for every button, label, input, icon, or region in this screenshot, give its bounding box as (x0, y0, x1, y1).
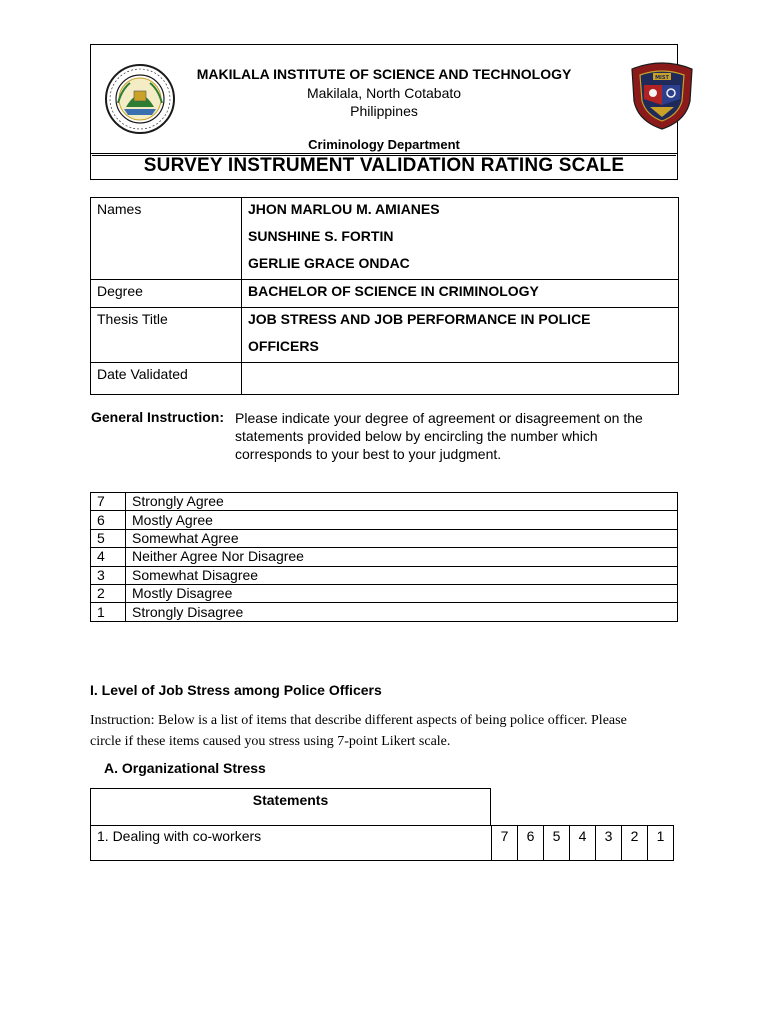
scale-row: 2 Mostly Disagree (91, 584, 678, 602)
thesis-row (91, 308, 679, 363)
section-title: I. Level of Job Stress among Police Officers (90, 682, 382, 698)
date-value-field[interactable] (242, 363, 679, 395)
rating-scale-table (90, 492, 678, 622)
names-label: Names (91, 198, 242, 280)
name-item: SUNSHINE S. FORTIN (248, 228, 394, 244)
scale-row: 7 Strongly Agree (91, 493, 678, 511)
rating-option-7[interactable]: 7 (492, 826, 518, 861)
rating-option-1[interactable]: 1 (648, 826, 674, 861)
subsection-title: A. Organizational Stress (104, 760, 266, 776)
statements-table (90, 825, 674, 861)
degree-value: BACHELOR OF SCIENCE IN CRIMINOLOGY (242, 280, 679, 308)
scale-row: 4 Neither Agree Nor Disagree (91, 548, 678, 566)
general-instruction-label: General Instruction: (91, 409, 225, 425)
statement-row (91, 826, 674, 861)
rating-option-6[interactable]: 6 (518, 826, 544, 861)
rating-option-2[interactable]: 2 (622, 826, 648, 861)
name-item: JHON MARLOU M. AMIANES (248, 201, 440, 217)
rating-option-5[interactable]: 5 (544, 826, 570, 861)
scale-row: 1 Strongly Disagree (91, 603, 678, 621)
department-name: Criminology Department (308, 137, 460, 152)
statements-header: Statements (90, 788, 491, 826)
names-value (242, 198, 679, 280)
scale-row: 6 Mostly Agree (91, 511, 678, 529)
address-line-1: Makilala, North Cotabato (306, 85, 462, 101)
scale-row: 3 Somewhat Disagree (91, 566, 678, 584)
thesis-label: Thesis Title (91, 308, 242, 363)
date-label: Date Validated (91, 363, 242, 395)
header-divider (90, 153, 678, 154)
document-title: SURVEY INSTRUMENT VALIDATION RATING SCALE (143, 155, 625, 176)
scale-row: 5 Somewhat Agree (91, 529, 678, 547)
statement-text: 1. Dealing with co-workers (91, 826, 492, 861)
section-instruction: Instruction: Below is a list of items that describe different aspects of being police officer. Please circle if these items caused you stress using 7-point Likert scale. (90, 713, 627, 749)
date-row (91, 363, 679, 395)
rating-option-4[interactable]: 4 (570, 826, 596, 861)
name-item: GERLIE GRACE ONDAC (248, 255, 410, 271)
address-line-2: Philippines (350, 103, 418, 119)
info-table (90, 197, 679, 395)
degree-label: Degree (91, 280, 242, 308)
institution-name: MAKILALA INSTITUTE OF SCIENCE AND TECHNOLOGY (196, 66, 572, 82)
shield-banner-text: MIST (655, 75, 669, 81)
thesis-value: JOB STRESS AND JOB PERFORMANCE IN POLICE OFFICERS (242, 308, 679, 363)
rating-option-3[interactable]: 3 (596, 826, 622, 861)
general-instruction-text: Please indicate your degree of agreement or disagreement on the statements provided below by encircling the number which corresponds to your best to your judgment. (235, 410, 643, 462)
names-row (91, 198, 679, 280)
degree-row (91, 280, 679, 308)
